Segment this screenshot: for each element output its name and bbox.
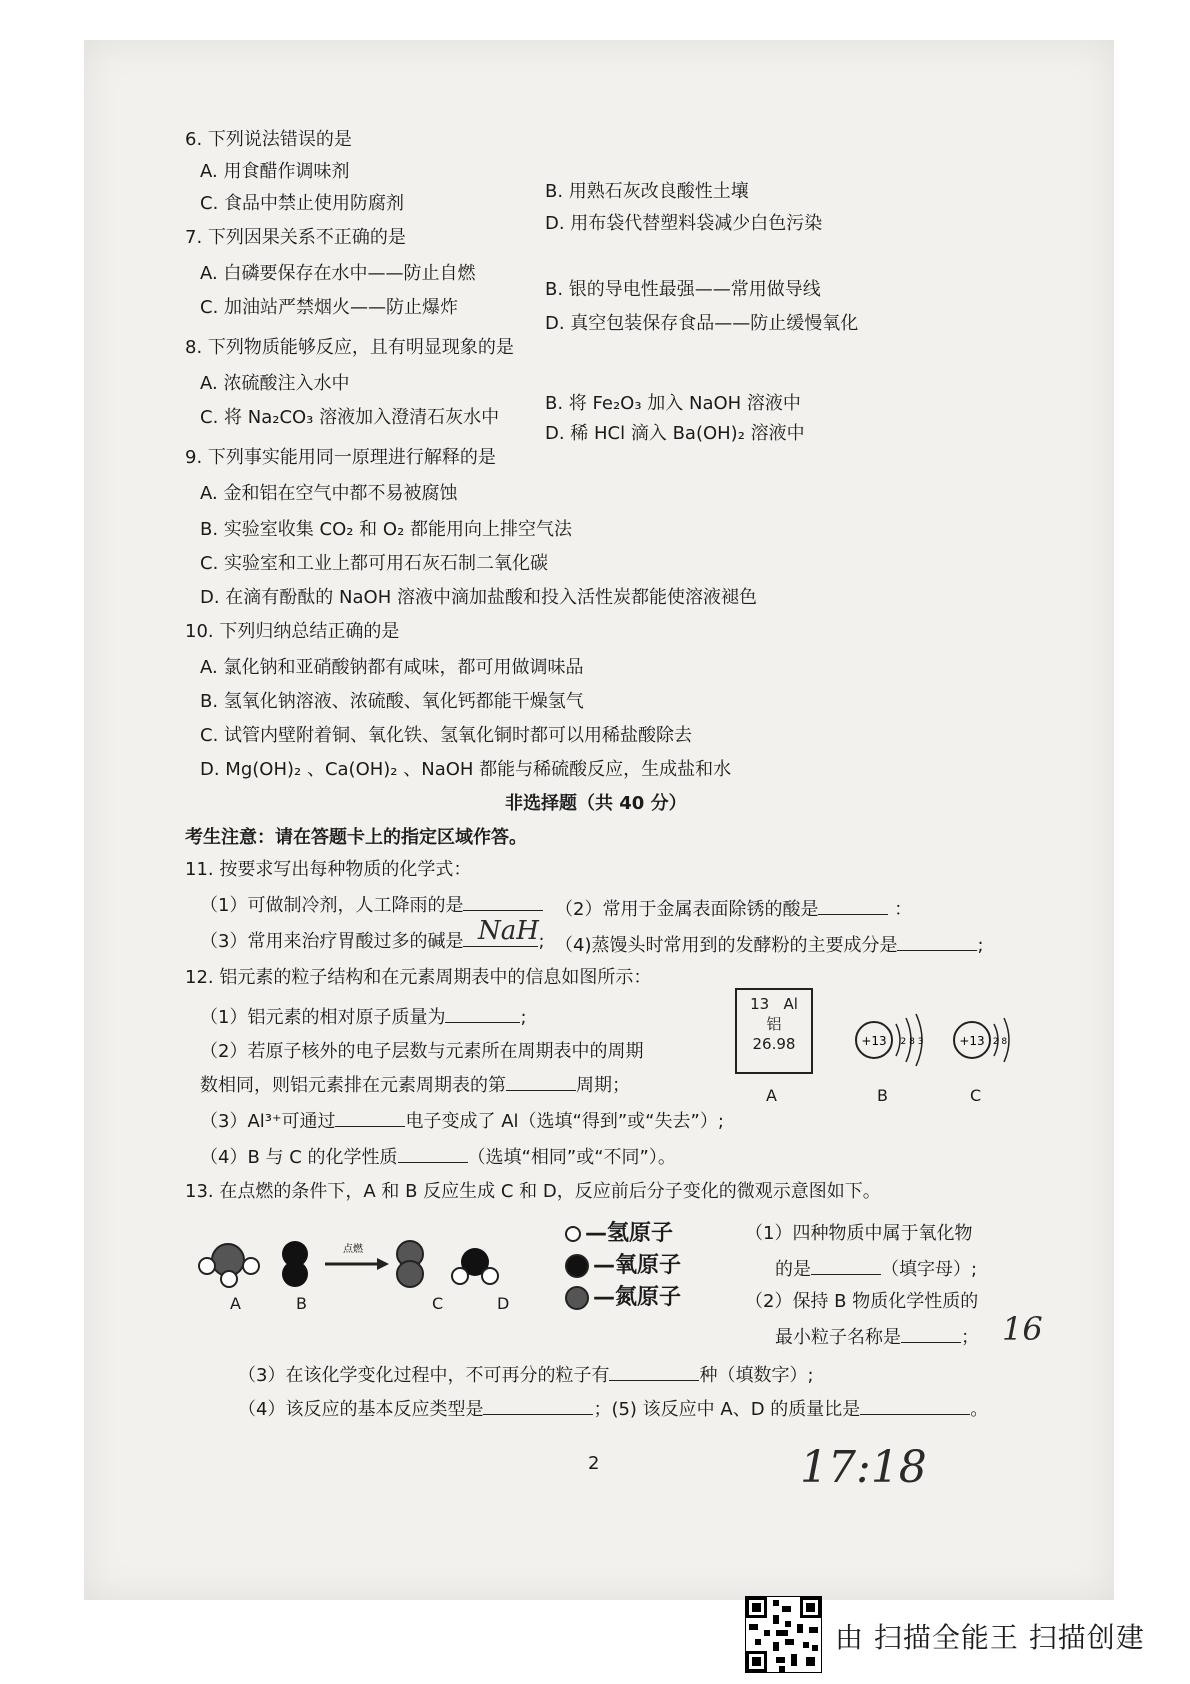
q10-option-b: B. 氢氧化钠溶液、浓硫酸、氧化钙都能干燥氢气 (200, 691, 584, 712)
q12-part1: （1）铝元素的相对原子质量为 ; (200, 1004, 527, 1030)
molecule-a-h-atom-2 (221, 1271, 237, 1287)
molecule-b-o-atom-2 (282, 1261, 308, 1287)
molecule-d-h-atom-2 (482, 1268, 498, 1284)
qr-code-icon (745, 1596, 822, 1673)
reaction-condition: 点燃 (343, 1244, 363, 1255)
q11-part2: （2）常用于金属表面除锈的酸是 ： (555, 896, 912, 922)
q12-part2a: （2）若原子核外的电子层数与元素所在周期表中的周期 (200, 1041, 644, 1062)
q6-option-d: D. 用布袋代替塑料袋减少白色污染 (545, 213, 823, 234)
q12-part3 (200, 1108, 724, 1134)
q13-part3-blank (609, 1362, 699, 1381)
legend-hydrogen-text: —氢原子 (585, 1221, 674, 1246)
q7-option-c: C. 加油站严禁烟火——防止爆炸 (200, 297, 459, 318)
q12-part4b-text: （选填“相同”或“不同”）。 (467, 1147, 676, 1168)
section-notice: 考生注意：请在答题卡上的指定区域作答。 (185, 827, 527, 848)
q13-part4b-end: 。 (970, 1399, 989, 1420)
q13-part4 (238, 1396, 988, 1422)
q12-part2b-text: 数相同，则铝元素排在元素周期表的第 (200, 1075, 506, 1096)
oxygen-atom-icon (565, 1254, 589, 1278)
q12-part4-blank (398, 1144, 468, 1163)
element-name: 铝 (766, 1015, 782, 1033)
molecule-d (452, 1248, 498, 1284)
q12-part3b-text: 电子变成了 Al（选填“得到”或“失去”）; (405, 1111, 724, 1132)
legend-hydrogen (565, 1220, 673, 1248)
q10-stem: 10. 下列归纳总结正确的是 (185, 621, 400, 642)
atom-structure-b (850, 1010, 940, 1070)
handwritten-side-note: 16 (1002, 1310, 1043, 1348)
periodic-cell-top (737, 994, 811, 1014)
q11-part3: （3）常用来治疗胃酸过多的碱是 ; (200, 928, 545, 954)
q9-stem: 9. 下列事实能用同一原理进行解释的是 (185, 447, 496, 468)
q12-part2b (200, 1072, 630, 1098)
q7-option-a: A. 白磷要保存在水中——防止自燃 (200, 263, 476, 284)
molecule-label-a: A (230, 1294, 241, 1313)
q13-part1-blank (811, 1256, 881, 1275)
q13-part2b-text: 最小粒子名称是 (775, 1327, 901, 1348)
q11-part2-blank (818, 896, 888, 915)
q13-part4a-text: （4）该反应的基本反应类型是 (238, 1399, 484, 1420)
atomic-mass: 26.98 (752, 1035, 796, 1053)
q11-part3-text: （3）常用来治疗胃酸过多的碱是 (200, 931, 464, 952)
q11-stem: 11. 按要求写出每种物质的化学式： (185, 859, 472, 880)
molecule-label-d: D (497, 1294, 510, 1313)
q13-part3 (238, 1362, 814, 1388)
q8-stem: 8. 下列物质能够反应，且有明显现象的是 (185, 337, 514, 358)
element-symbol: Al (783, 995, 798, 1013)
reaction-diagram (195, 1232, 550, 1302)
shell-b-1 (896, 1024, 900, 1056)
q11-part1 (200, 892, 543, 918)
q12-part3a-text: （3）Al³⁺可通过 (200, 1111, 336, 1132)
nucleus-c-charge: +13 (959, 1034, 985, 1048)
molecule-d-h-atom-1 (452, 1268, 468, 1284)
q10-option-c: C. 试管内壁附着铜、氧化铁、氢氧化铜时都可以用稀盐酸除去 (200, 725, 693, 746)
handwritten-bottom-note: 17:18 (800, 1442, 927, 1493)
legend-nitrogen-text: —氮原子 (593, 1285, 682, 1310)
section-title: 非选择题（共 40 分） (505, 793, 687, 814)
q12-part2b-end: 周期； (576, 1075, 630, 1096)
shells-c-electrons: 2 8 (992, 1037, 1008, 1047)
q12-part1-blank (445, 1004, 520, 1023)
q12-stem: 12. 铝元素的粒子结构和在元素周期表中的信息如图所示： (185, 967, 652, 988)
q12-part2-blank (506, 1072, 576, 1091)
molecule-c-n-atom-2 (397, 1261, 423, 1287)
atom-structure-c (948, 1010, 1028, 1070)
molecule-b (282, 1241, 308, 1287)
atomic-number: 13 (750, 995, 770, 1013)
q10-option-d: D. Mg(OH)₂ 、Ca(OH)₂ 、NaOH 都能与稀硫酸反应，生成盐和水 (200, 759, 732, 780)
q13-part2b (775, 1324, 979, 1350)
q9-option-b: B. 实验室收集 CO₂ 和 O₂ 都能用向上排空气法 (200, 519, 573, 540)
q6-option-a: A. 用食醋作调味剂 (200, 161, 350, 182)
q8-option-a: A. 浓硫酸注入水中 (200, 373, 350, 394)
reaction-arrow-head (377, 1258, 389, 1270)
legend-nitrogen (565, 1284, 681, 1312)
q9-option-a: A. 金和铝在空气中都不易被腐蚀 (200, 483, 458, 504)
molecule-a-h-atom-1 (199, 1258, 215, 1274)
q13-part2a: （2）保持 B 物质化学性质的 (745, 1291, 979, 1312)
q13-part2-blank (901, 1324, 961, 1343)
q8-option-d: D. 稀 HCl 滴入 Ba(OH)₂ 溶液中 (545, 423, 805, 444)
figure-label-c: C (970, 1086, 982, 1105)
q11-part1-text: （1）可做制冷剂，人工降雨的是 (200, 895, 464, 916)
q13-part1b-end: （填字母）; (881, 1259, 978, 1280)
q13-part1b (775, 1256, 977, 1282)
q12-part4a-text: （4）B 与 C 的化学性质 (200, 1147, 398, 1168)
q8-option-b: B. 将 Fe₂O₃ 加入 NaOH 溶液中 (545, 393, 801, 414)
q6-option-b: B. 用熟石灰改良酸性土壤 (545, 181, 749, 202)
q11-part1-blank (463, 892, 543, 911)
q11-part2-text: （2）常用于金属表面除锈的酸是 (555, 899, 819, 920)
molecule-a-h-atom-3 (243, 1258, 259, 1274)
q7-option-b: B. 银的导电性最强——常用做导线 (545, 279, 821, 300)
q8-option-c: C. 将 Na₂CO₃ 溶液加入澄清石灰水中 (200, 407, 500, 428)
q9-option-c: C. 实验室和工业上都可用石灰石制二氧化碳 (200, 553, 549, 574)
q13-part4-blank (483, 1396, 593, 1415)
periodic-table-cell (735, 988, 813, 1074)
q12-part4 (200, 1144, 676, 1170)
q13-part4b-text: ；(5) 该反应中 A、D 的质量比是 (593, 1399, 861, 1420)
figure-label-a: A (766, 1086, 777, 1105)
q11-part3-handwritten-answer: NaH (478, 916, 539, 946)
q6-option-c: C. 食品中禁止使用防腐剂 (200, 193, 405, 214)
q13-part5-blank (860, 1396, 970, 1415)
q13-part3a-text: （3）在该化学变化过程中，不可再分的粒子有 (238, 1365, 610, 1386)
q9-option-d: D. 在滴有酚酞的 NaOH 溶液中滴加盐酸和投入活性炭都能使溶液褪色 (200, 587, 757, 608)
molecule-a (199, 1244, 259, 1287)
q11-part4-blank (897, 932, 977, 951)
legend-oxygen-text: —氧原子 (593, 1253, 682, 1278)
page-number: 2 (588, 1453, 600, 1474)
q13-part1a: （1）四种物质中属于氧化物 (745, 1223, 973, 1244)
q13-part1b-text: 的是 (775, 1259, 811, 1280)
hydrogen-atom-icon (565, 1226, 581, 1242)
q12-part1-text: （1）铝元素的相对原子质量为 (200, 1007, 446, 1028)
molecule-label-b: B (296, 1294, 307, 1313)
footer-watermark: 由 扫描全能王 扫描创建 (835, 1621, 1145, 1654)
molecule-c (397, 1241, 423, 1287)
legend-oxygen (565, 1252, 681, 1280)
q12-part3-blank (335, 1108, 405, 1127)
q7-option-d: D. 真空包装保存食品——防止缓慢氧化 (545, 313, 859, 334)
q11-part4-text: （4)蒸馒头时常用到的发酵粉的主要成分是 (555, 935, 898, 956)
molecule-label-c: C (432, 1294, 444, 1313)
nitrogen-atom-icon (565, 1286, 589, 1310)
q13-part2b-end: ； (961, 1327, 979, 1348)
q13-stem: 13. 在点燃的条件下，A 和 B 反应生成 C 和 D，反应前后分子变化的微观示意图如下。 (185, 1181, 881, 1202)
figure-label-b: B (877, 1086, 888, 1105)
nucleus-b-charge: +13 (861, 1034, 887, 1048)
q11-part4: （4)蒸馒头时常用到的发酵粉的主要成分是 ; (555, 932, 984, 958)
q13-part3b-text: 种（填数字）; (699, 1365, 814, 1386)
shells-b-electrons: 2 8 3 (900, 1037, 924, 1047)
q7-stem: 7. 下列因果关系不正确的是 (185, 227, 406, 248)
q6-stem: 6. 下列说法错误的是 (185, 129, 352, 150)
q10-option-a: A. 氯化钠和亚硝酸钠都有咸味，都可用做调味品 (200, 657, 584, 678)
